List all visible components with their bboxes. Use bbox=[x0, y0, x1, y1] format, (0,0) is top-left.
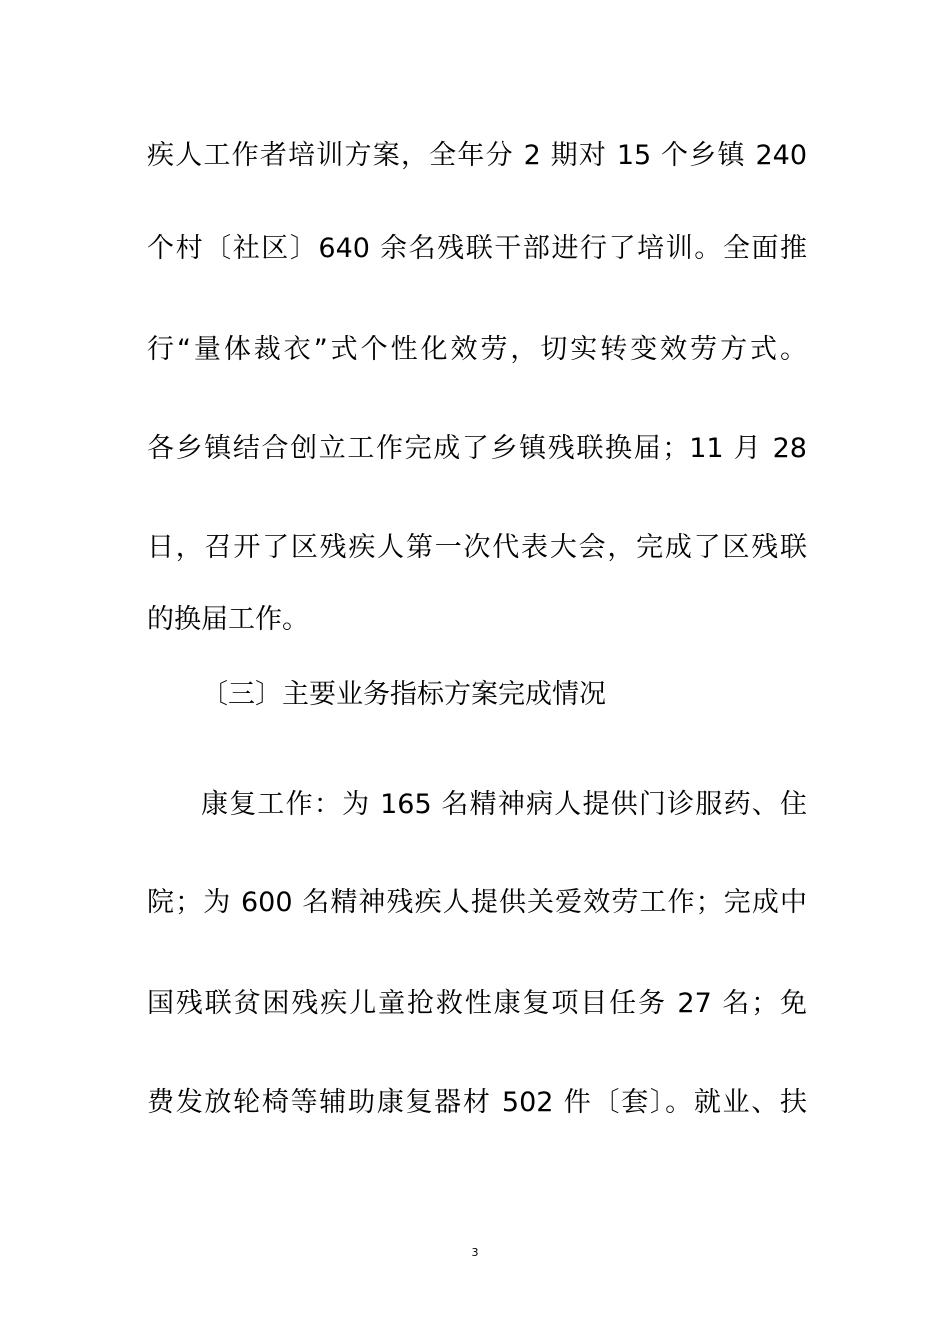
text-line-10: 费发放轮椅等辅助康复器材 502 件〔套〕。就业、扶 bbox=[147, 1087, 807, 1118]
text-line-8: 院；为 600 名精神残疾人提供关爱效劳工作；完成中 bbox=[147, 887, 807, 918]
text-line-4: 各乡镇结合创立工作完成了乡镇残联换届；11 月 28 bbox=[147, 433, 807, 464]
text-line-5: 日，召开了区残疾人第一次代表大会，完成了区残联 bbox=[147, 532, 807, 563]
text-line-3: 行“量体裁衣”式个性化效劳，切实转变效劳方式。 bbox=[147, 334, 807, 365]
text-line-9: 国残联贫困残疾儿童抢救性康复项目任务 27 名；免 bbox=[147, 988, 807, 1019]
page-number: 3 bbox=[471, 1246, 479, 1259]
text-line-7: 康复工作：为 165 名精神病人提供门诊服药、住 bbox=[201, 789, 807, 820]
text-line-1: 疾人工作者培训方案，全年分 2 期对 15 个乡镇 240 bbox=[147, 140, 807, 171]
text-line-6: 的换届工作。 bbox=[147, 604, 309, 635]
text-line-2: 个村〔社区〕640 余名残联干部进行了培训。全面推 bbox=[147, 233, 807, 264]
section-heading: 〔三〕主要业务指标方案完成情况 bbox=[201, 679, 606, 710]
